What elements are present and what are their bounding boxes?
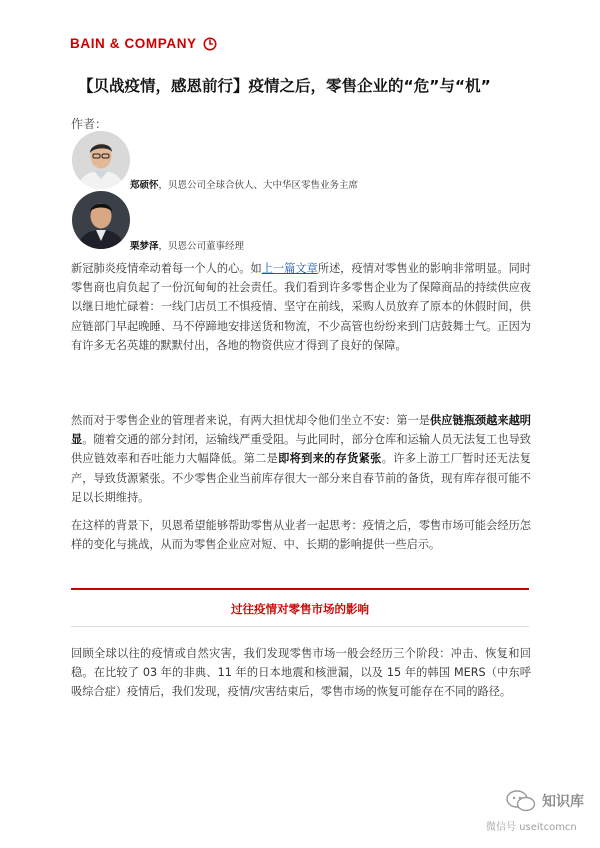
author-1 <box>130 177 358 191</box>
paragraph-concerns-part-e: 。许多上游工厂暂时还无法复产，导致货源紧张。不少零售企业当前库存很大一部分来自春节前的备货，现有库存很可能不足以长期维持。 <box>71 452 531 504</box>
person-photo-icon <box>72 131 130 189</box>
author-2-role: ，贝恩公司董事经理 <box>158 241 245 252</box>
author-2 <box>130 238 244 252</box>
wechat-icon <box>506 790 536 812</box>
author-1-name: 郑硕怀 <box>130 180 159 191</box>
section-heading: 过往疫情对零售市场的影响 <box>231 602 369 616</box>
watermark <box>506 790 584 812</box>
brand-logo <box>70 36 217 51</box>
article-title: 【贝战疫情，感恩前行】疫情之后，零售企业的“危”与“机” <box>78 77 491 95</box>
compass-icon <box>203 37 217 51</box>
paragraph-background: 在这样的背景下，贝恩希望能够帮助零售从业者一起思考：疫情之后，零售市场可能会经历怎样的变化与挑战，从而为零售企业应对短、中、长期的影响提供一些启示。 <box>71 519 531 552</box>
section-divider-red <box>71 588 529 590</box>
watermark-name: 知识库 <box>542 794 584 810</box>
paragraph-concerns-part-a: 然而对于零售企业的管理者来说，有两大担忧却令他们坐立不安：第一是 <box>71 414 431 427</box>
paragraph-intro <box>71 259 531 355</box>
paragraph-history: 回顾全球以往的疫情或自然灾害，我们发现零售市场一般会经历三个阶段：冲击、恢复和回稳。在比较了 03 年的非典、11 年的日本地震和核泄漏，以及 15 年的韩国 MERS（中东呼吸综合症）疫情后，我们发现，疫情/灾害结束后，零售市场的恢复可能存在不同的路径。 <box>71 647 531 699</box>
section-divider-grey <box>71 626 529 627</box>
inventory-shortage-highlight: 即将到来的存货紧张 <box>278 452 382 466</box>
paragraph-concerns-part-c: 。随着交通的部分封闭，运输线严重受阻。与此同时，部分仓库和运输人员无法复工也导致供应链效率和吞吐能力大幅降低。第二是 <box>71 433 531 466</box>
author-2-name: 栗梦泽 <box>130 241 159 252</box>
supply-chain-bottleneck-highlight: 供应链瓶颈越来越明显 <box>71 414 531 447</box>
watermark-account: 微信号 useitcomcn <box>486 822 577 833</box>
previous-article-link[interactable]: 上一篇文章 <box>261 262 318 275</box>
author-1-role: ，贝恩公司全球合伙人、大中华区零售业务主席 <box>158 180 359 191</box>
paragraph-intro-rest: 所述，疫情对零售业的影响非常明显。同时零售商也肩负起了一份沉甸甸的社会责任。我们看到许多零售企业为了保障商品的持续供应夜以继日地忙碌着：一线门店员工不惧疫情、坚守在前线，采购人员放弃了原本的休假时间，供应链部门早起晚睡、马不停蹄地安排送货和物流，不少高管也纷纷来到门店鼓舞士气。正因为有许多无名英雄的默默付出，各地的物资供应才得到了良好的保障。 <box>71 262 531 352</box>
paragraph-concerns <box>71 411 531 507</box>
paragraph-intro-lead: 新冠肺炎疫情牵动着每一个人的心。如 <box>71 262 262 275</box>
authors-label: 作者： <box>71 117 108 131</box>
author-avatar-1 <box>72 131 130 189</box>
person-photo-icon <box>72 191 130 249</box>
brand-name: BAIN & COMPANY <box>70 36 197 51</box>
author-avatar-2 <box>72 191 130 249</box>
